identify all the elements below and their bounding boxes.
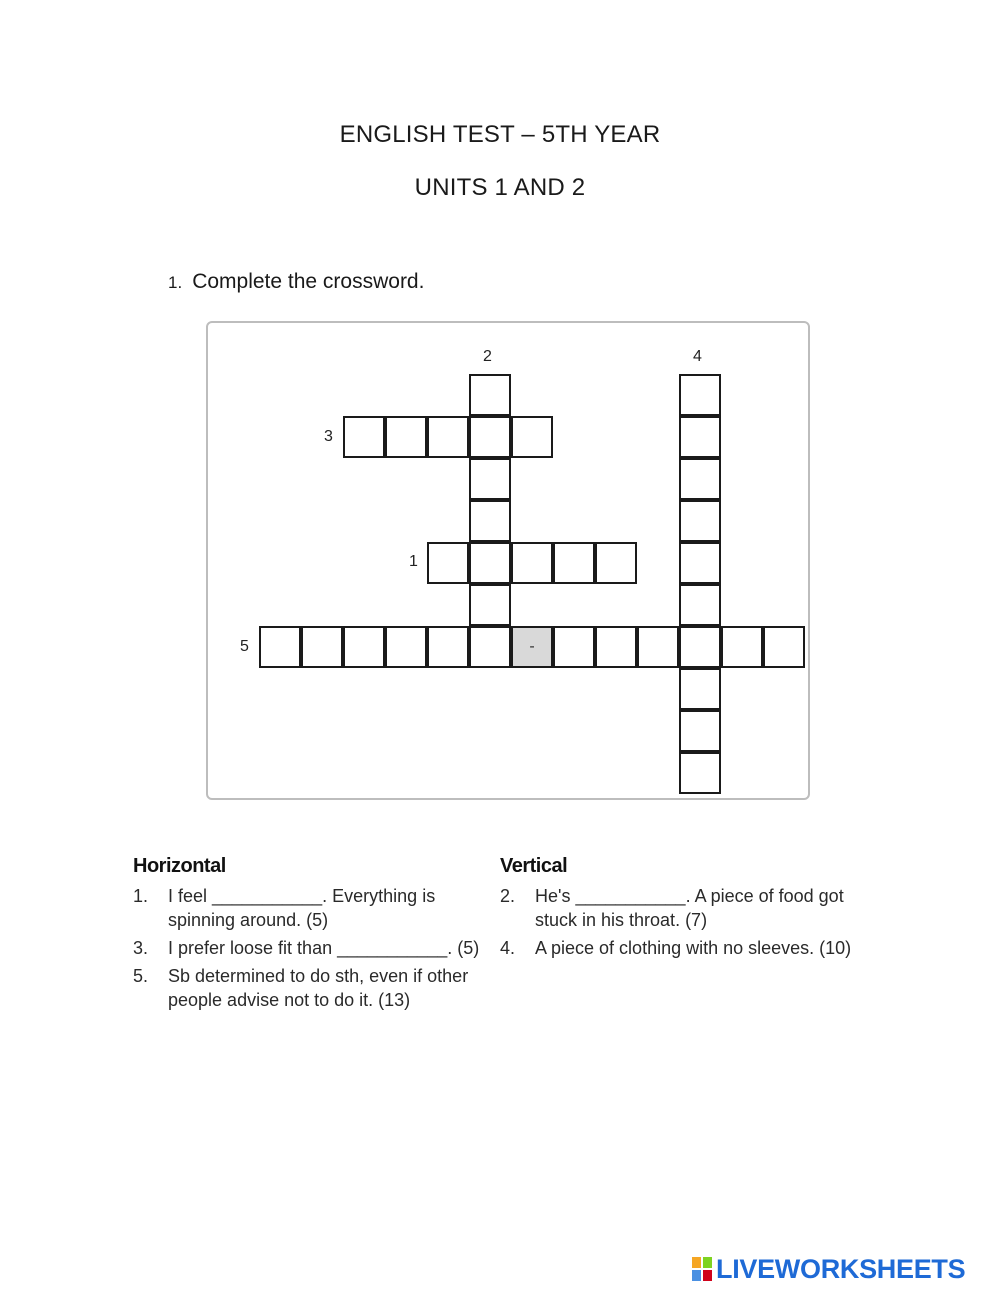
clue-item-text: He's ___________. A piece of food got stuck in his throat. (7) bbox=[535, 886, 844, 930]
crossword-cell[interactable] bbox=[343, 416, 385, 458]
crossword-cell[interactable] bbox=[469, 500, 511, 542]
crossword-cell[interactable] bbox=[511, 416, 553, 458]
crossword-cell[interactable] bbox=[679, 626, 721, 668]
crossword-cell[interactable] bbox=[679, 752, 721, 794]
clue-item bbox=[500, 936, 860, 960]
crossword-cell[interactable] bbox=[679, 542, 721, 584]
crossword-cell[interactable] bbox=[679, 416, 721, 458]
crossword-cell[interactable] bbox=[427, 542, 469, 584]
clue-item bbox=[133, 936, 493, 960]
clue-item bbox=[500, 884, 860, 932]
clue-number-4: 4 bbox=[693, 348, 702, 365]
crossword-cell[interactable] bbox=[511, 542, 553, 584]
instruction bbox=[168, 270, 424, 294]
crossword-cell[interactable] bbox=[721, 626, 763, 668]
clue-number-2: 2 bbox=[483, 348, 492, 365]
crossword-cell[interactable] bbox=[469, 584, 511, 626]
crossword-cell[interactable] bbox=[469, 416, 511, 458]
horizontal-clues bbox=[133, 855, 493, 1016]
crossword-cell[interactable] bbox=[385, 626, 427, 668]
crossword-cell[interactable] bbox=[427, 416, 469, 458]
vertical-heading: Vertical bbox=[500, 855, 568, 877]
page-title: ENGLISH TEST – 5TH YEAR bbox=[339, 121, 661, 148]
crossword-cell[interactable] bbox=[595, 626, 637, 668]
clue-item-text: Sb determined to do sth, even if other people advise not to do it. (13) bbox=[168, 966, 469, 1010]
crossword-cell[interactable] bbox=[763, 626, 805, 668]
crossword-cell[interactable] bbox=[469, 542, 511, 584]
crossword-cell[interactable] bbox=[469, 626, 511, 668]
clue-number-3: 3 bbox=[324, 428, 333, 445]
crossword-cell[interactable] bbox=[259, 626, 301, 668]
clue-item-number: 3. bbox=[133, 938, 149, 958]
crossword-cell[interactable] bbox=[679, 668, 721, 710]
clue-item-text: I feel ___________. Everything is spinning around. (5) bbox=[168, 886, 436, 930]
clue-item-text: I prefer loose fit than ___________. (5) bbox=[168, 938, 480, 958]
clue-item-text: A piece of clothing with no sleeves. (10) bbox=[535, 938, 852, 958]
crossword-cell[interactable] bbox=[553, 626, 595, 668]
logo-mark-icon bbox=[692, 1257, 712, 1281]
vertical-clues bbox=[500, 855, 860, 964]
liveworksheets-logo bbox=[692, 1254, 965, 1284]
crossword-cell[interactable] bbox=[679, 500, 721, 542]
crossword-cell[interactable] bbox=[637, 626, 679, 668]
crossword-cell[interactable] bbox=[385, 416, 427, 458]
horizontal-heading: Horizontal bbox=[133, 855, 226, 877]
crossword-cell[interactable] bbox=[679, 584, 721, 626]
crossword-cell[interactable] bbox=[679, 374, 721, 416]
crossword-cell[interactable] bbox=[343, 626, 385, 668]
instruction-text: Complete the crossword. bbox=[192, 270, 425, 293]
crossword-cell[interactable] bbox=[469, 374, 511, 416]
page-subtitle: UNITS 1 AND 2 bbox=[414, 174, 586, 201]
crossword-cell[interactable] bbox=[469, 458, 511, 500]
crossword-cell[interactable] bbox=[679, 458, 721, 500]
clue-item bbox=[133, 964, 493, 1012]
clue-item-number: 2. bbox=[500, 886, 516, 906]
hyphen-mark: - bbox=[529, 638, 535, 655]
crossword-cell[interactable] bbox=[427, 626, 469, 668]
crossword-cell[interactable] bbox=[553, 542, 595, 584]
clue-item-number: 4. bbox=[500, 938, 516, 958]
logo-text: LIVEWORKSHEETS bbox=[716, 1253, 966, 1284]
crossword-cell[interactable] bbox=[679, 710, 721, 752]
crossword-cell[interactable] bbox=[595, 542, 637, 584]
instruction-number: 1. bbox=[168, 273, 183, 292]
clue-item-number: 5. bbox=[133, 966, 149, 986]
clue-item bbox=[133, 884, 493, 932]
clue-item-number: 1. bbox=[133, 886, 149, 906]
clue-number-5: 5 bbox=[240, 638, 249, 655]
crossword-cell[interactable] bbox=[301, 626, 343, 668]
clue-number-1: 1 bbox=[409, 553, 418, 570]
crossword-cell bbox=[511, 626, 553, 668]
